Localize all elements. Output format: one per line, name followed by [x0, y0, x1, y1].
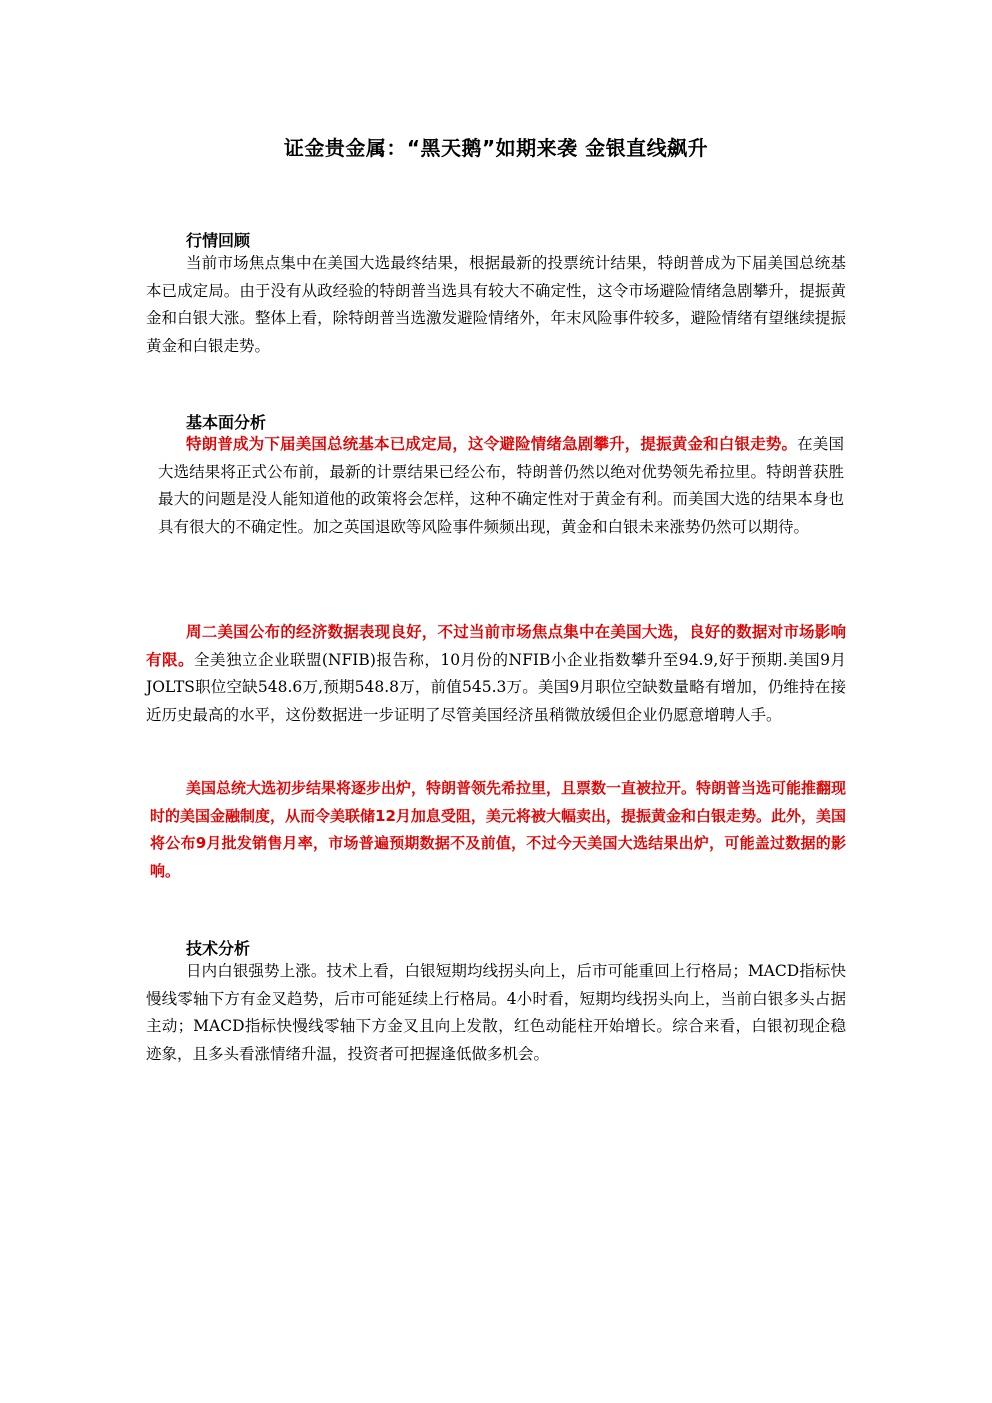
paragraph-text: 当前市场焦点集中在美国大选最终结果，根据最新的投票统计结果，特朗普成为下届美国总统基本已成定局。由于没有从政经验的特朗普当选具有较大不确定性，这令市场避险情绪急剧攀升，提振黄金和白银大涨。整体上看，除特朗普当选激发避险情绪外，年末风险事件较多，避险情绪有望继续提振黄金和白银走势。	[146, 254, 846, 355]
paragraph-text: 日内白银强势上涨。技术上看，白银短期均线拐头向上，后市可能重回上行格局；MACD指标快慢线零轴下方有金叉趋势，后市可能延续上行格局。4小时看，短期均线拐头向上，当前白银多头占据主动；MACD指标快慢线零轴下方金叉且向上发散，红色动能柱开始增长。综合来看，白银初现企稳迹象，且多头看涨情绪升温，投资者可把握逢低做多机会。	[146, 962, 846, 1063]
section-heading-technical: 技术分析	[186, 939, 251, 958]
fundamental-paragraph-3	[150, 775, 846, 885]
paragraph-text: 在美国大选结果将正式公布前，最新的计票结果已经公布，特朗普仍然以绝对优势领先希拉里。特朗普获胜最大的问题是没人能知道他的政策将会怎样，这种不确定性对于黄金有利。而美国大选的结果本身也具有很大的不确定性。加之英国退欧等风险事件频频出现，黄金和白银未来涨势仍然可以期待。	[158, 435, 844, 536]
section-heading-fundamental: 基本面分析	[186, 413, 267, 432]
highlight-text: 美国总统大选初步结果将逐步出炉，特朗普领先希拉里，且票数一直被拉开。特朗普当选可能推翻现时的美国金融制度，从而令美联储12月加息受阻，美元将被大幅卖出，提振黄金和白银走势。此外，美国将公布9月批发销售月率，市场普遍预期数据不及前值，不过今天美国大选结果出炉，可能盖过数据的影响。	[150, 779, 847, 880]
technical-paragraph	[146, 958, 846, 1068]
fundamental-paragraph-2	[146, 619, 846, 729]
fundamental-paragraph-1	[158, 431, 844, 541]
section-heading-market-review: 行情回顾	[186, 231, 251, 250]
highlight-text: 特朗普成为下届美国总统基本已成定局，这令避险情绪急剧攀升，提振黄金和白银走势。	[186, 435, 798, 453]
market-review-paragraph	[146, 250, 846, 360]
paragraph-text: 全美独立企业联盟(NFIB)报告称，10月份的NFIB小企业指数攀升至94.9,好于预期.美国9月JOLTS职位空缺548.6万,预期548.8万，前值545.3万。美国9月职位空缺数量略有增加，仍维持在接近历史最高的水平，这份数据进一步证明了尽管美国经济虽稍微放缓但企业仍愿意增聘人手。	[146, 650, 846, 724]
highlight-text: 周二美国公布的经济数据表现良好，不过当前市场焦点集中在美国大选，良好的数据对市场影响有限。	[146, 623, 846, 669]
document-title: 证金贵金属：“黑天鹅”如期来袭 金银直线飙升	[283, 136, 709, 160]
